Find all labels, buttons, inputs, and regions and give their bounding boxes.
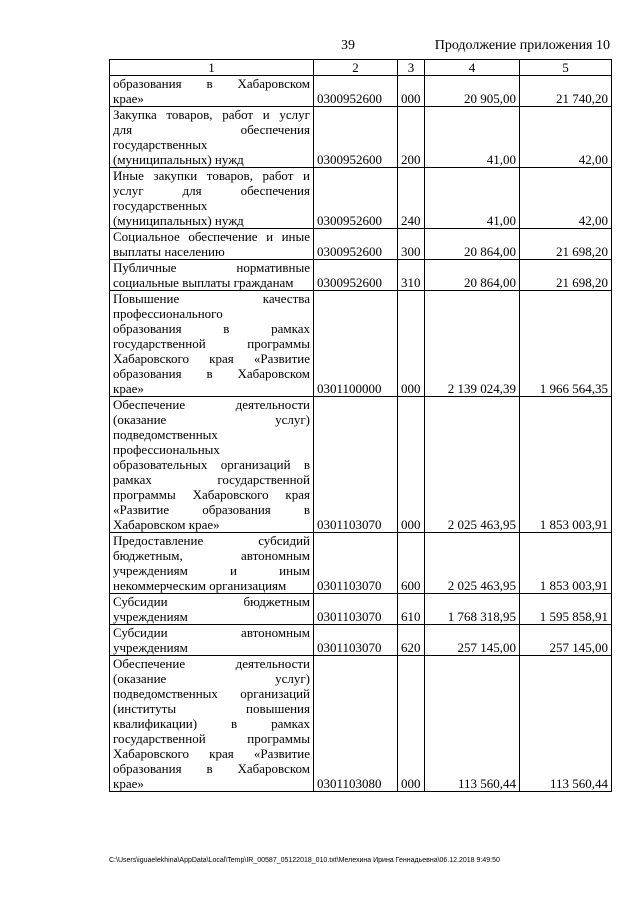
row-code: 0300952600 <box>314 229 398 260</box>
row-expense-type: 000 <box>398 397 425 533</box>
row-value-year2: 1 595 858,91 <box>520 594 612 625</box>
row-value-year1: 20 864,00 <box>425 260 520 291</box>
row-code: 0300952600 <box>314 107 398 168</box>
table-row <box>110 533 612 594</box>
row-value-year1: 1 768 318,95 <box>425 594 520 625</box>
row-value-year1: 41,00 <box>425 107 520 168</box>
row-name: Субсидии бюджетным учреждениям <box>110 594 314 625</box>
table-row <box>110 594 612 625</box>
row-name: Предоставление субсидий бюджетным, автономным учреждениям и иным некоммерческим организациям <box>110 533 314 594</box>
row-name: Закупка товаров, работ и услуг для обеспечения государственных (муниципальных) нужд <box>110 107 314 168</box>
row-value-year2: 21 698,20 <box>520 260 612 291</box>
row-value-year1: 41,00 <box>425 168 520 229</box>
row-expense-type: 000 <box>398 656 425 792</box>
column-header-1: 1 <box>110 60 314 76</box>
row-value-year1: 113 560,44 <box>425 656 520 792</box>
row-code: 0300952600 <box>314 76 398 107</box>
appendix-continuation-label: Продолжение приложения 10 <box>434 38 610 53</box>
table-row <box>110 229 612 260</box>
table-row <box>110 107 612 168</box>
row-expense-type: 000 <box>398 76 425 107</box>
row-value-year2: 113 560,44 <box>520 656 612 792</box>
row-value-year2: 1 966 564,35 <box>520 291 612 397</box>
row-value-year2: 1 853 003,91 <box>520 397 612 533</box>
page-number: 39 <box>341 38 355 53</box>
row-value-year1: 20 864,00 <box>425 229 520 260</box>
row-value-year1: 257 145,00 <box>425 625 520 656</box>
row-code: 0300952600 <box>314 260 398 291</box>
table-row <box>110 656 612 792</box>
row-code: 0301103070 <box>314 533 398 594</box>
table-row <box>110 291 612 397</box>
row-name: Социальное обеспечение и иные выплаты населению <box>110 229 314 260</box>
row-expense-type: 000 <box>398 291 425 397</box>
row-code: 0300952600 <box>314 168 398 229</box>
row-value-year1: 2 025 463,95 <box>425 533 520 594</box>
table-row <box>110 168 612 229</box>
row-value-year1: 2 025 463,95 <box>425 397 520 533</box>
budget-table <box>109 59 612 792</box>
row-name: Обеспечение деятельности (оказание услуг) подведомственных организаций (институты повышения квалификации) в рамках государственной программы Хабаровского края «Развитие образования в Хабаровском крае» <box>110 656 314 792</box>
row-code: 0301103070 <box>314 397 398 533</box>
row-expense-type: 600 <box>398 533 425 594</box>
row-code: 0301100000 <box>314 291 398 397</box>
row-expense-type: 300 <box>398 229 425 260</box>
row-expense-type: 240 <box>398 168 425 229</box>
table-row <box>110 397 612 533</box>
table-row <box>110 76 612 107</box>
row-code: 0301103070 <box>314 594 398 625</box>
row-value-year2: 21 698,20 <box>520 229 612 260</box>
row-value-year2: 42,00 <box>520 107 612 168</box>
row-value-year2: 257 145,00 <box>520 625 612 656</box>
column-header-2: 2 <box>314 60 398 76</box>
row-name: образования в Хабаровском крае» <box>110 76 314 107</box>
row-value-year1: 20 905,00 <box>425 76 520 107</box>
footer-file-path: C:\Users\iguaelekhina\AppData\Local\Temp\IR_00587_05122018_010.txt\Мелехина Ирина Геннадьевна\06.12.2018 9:49:50 <box>109 857 500 864</box>
row-name: Обеспечение деятельности (оказание услуг) подведомственных профессиональных образовательных организаций в рамках государственной программы Хабаровского края «Развитие образования в Хабаровском крае» <box>110 397 314 533</box>
column-header-4: 4 <box>425 60 520 76</box>
row-value-year2: 1 853 003,91 <box>520 533 612 594</box>
table-row <box>110 625 612 656</box>
row-code: 0301103070 <box>314 625 398 656</box>
row-code: 0301103080 <box>314 656 398 792</box>
row-value-year2: 21 740,20 <box>520 76 612 107</box>
row-value-year1: 2 139 024,39 <box>425 291 520 397</box>
row-expense-type: 200 <box>398 107 425 168</box>
column-header-3: 3 <box>398 60 425 76</box>
row-expense-type: 610 <box>398 594 425 625</box>
table-header-row <box>110 60 612 76</box>
table-row <box>110 260 612 291</box>
row-value-year2: 42,00 <box>520 168 612 229</box>
row-name: Иные закупки товаров, работ и услуг для обеспечения государственных (муниципальных) нужд <box>110 168 314 229</box>
row-name: Повышение качества профессионального образования в рамках государственной программы Хабаровского края «Развитие образования в Хабаровском крае» <box>110 291 314 397</box>
column-header-5: 5 <box>520 60 612 76</box>
row-name: Публичные нормативные социальные выплаты гражданам <box>110 260 314 291</box>
row-expense-type: 310 <box>398 260 425 291</box>
row-expense-type: 620 <box>398 625 425 656</box>
row-name: Субсидии автономным учреждениям <box>110 625 314 656</box>
